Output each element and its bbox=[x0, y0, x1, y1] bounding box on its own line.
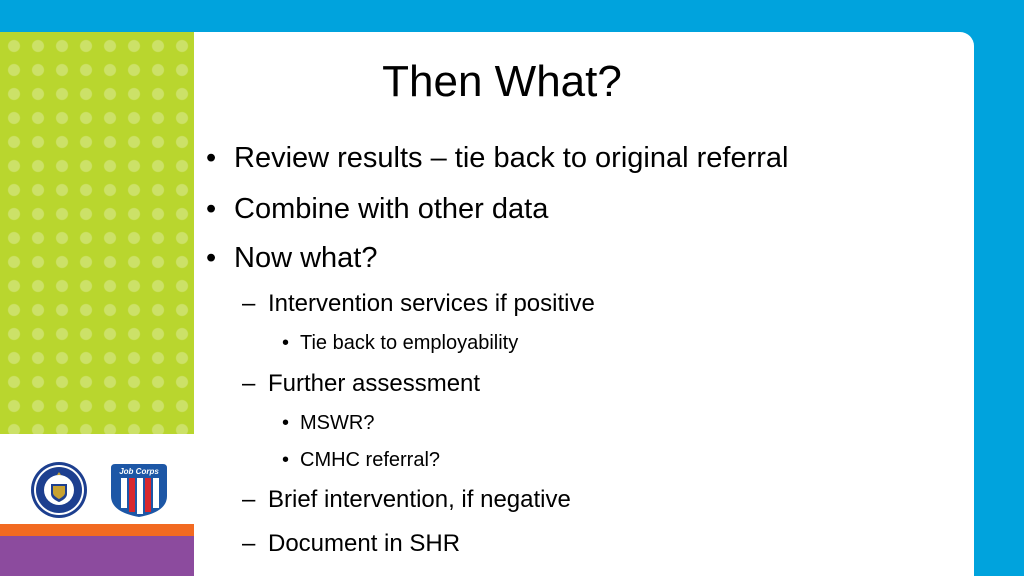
bullet-text: Combine with other data bbox=[234, 193, 549, 225]
bullet-item bbox=[206, 242, 377, 275]
sub-sub-bullet-marker: • bbox=[282, 332, 290, 354]
slide-title: Then What? bbox=[382, 57, 622, 106]
sub-sub-bullet-item bbox=[282, 332, 518, 355]
sub-bullet-marker: – bbox=[242, 370, 256, 397]
bullet-item bbox=[206, 142, 788, 175]
sub-bullet-marker: – bbox=[242, 486, 256, 513]
bullet-marker: • bbox=[206, 242, 217, 274]
sub-sub-bullet-marker: • bbox=[282, 412, 290, 434]
sub-bullet-item bbox=[242, 486, 571, 514]
bullet-item bbox=[206, 193, 548, 226]
sub-bullet-text: Document in SHR bbox=[268, 530, 461, 557]
sub-bullet-item bbox=[242, 290, 595, 318]
bullet-text: Now what? bbox=[234, 242, 378, 274]
bullet-marker: • bbox=[206, 142, 217, 174]
sub-sub-bullet-text: Tie back to employability bbox=[300, 332, 519, 354]
orange-accent-band bbox=[0, 524, 194, 536]
sub-sub-bullet-item bbox=[282, 449, 440, 472]
sub-bullet-text: Intervention services if positive bbox=[268, 290, 595, 317]
purple-accent-band bbox=[0, 536, 194, 576]
sub-sub-bullet-item bbox=[282, 412, 374, 435]
sub-bullet-item bbox=[242, 370, 480, 398]
department-of-labor-seal-logo bbox=[24, 460, 94, 520]
sub-bullet-text: Brief intervention, if negative bbox=[268, 486, 571, 513]
sub-sub-bullet-text: MSWR? bbox=[300, 412, 375, 434]
bullet-text: Review results – tie back to original referral bbox=[234, 142, 789, 174]
sub-bullet-marker: – bbox=[242, 290, 256, 317]
sub-sub-bullet-text: CMHC referral? bbox=[300, 449, 441, 471]
sub-bullet-marker: – bbox=[242, 530, 256, 557]
job-corps-logo-text: Job Corps bbox=[119, 467, 159, 476]
sub-sub-bullet-marker: • bbox=[282, 449, 290, 471]
job-corps-logo bbox=[107, 462, 171, 518]
sub-bullet-item bbox=[242, 530, 460, 558]
sub-bullet-text: Further assessment bbox=[268, 370, 481, 397]
bullet-marker: • bbox=[206, 193, 217, 225]
